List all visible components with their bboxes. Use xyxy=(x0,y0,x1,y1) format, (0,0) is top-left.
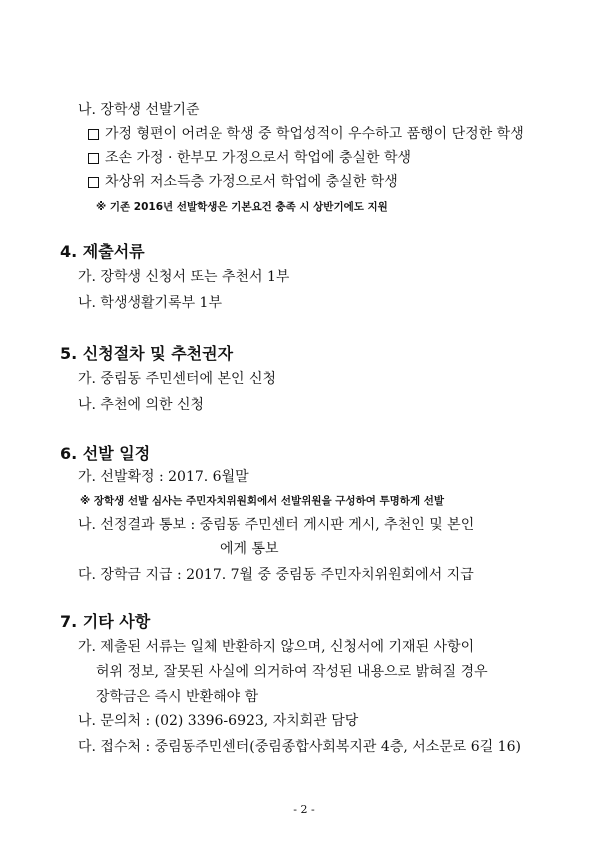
documents-item: 나. 학생생활기록부 1부 xyxy=(78,295,222,311)
misc-item-return: 가. 제출된 서류는 일체 반환하지 않으며, 신청서에 기재된 사항이 xyxy=(78,639,475,655)
schedule-item-notify-cont: 에게 통보 xyxy=(220,541,279,557)
schedule-item-confirm: 가. 선발확정 : 2017. 6월말 xyxy=(78,469,249,485)
schedule-note: ※ 장학생 선발 심사는 주민자치위원회에서 선발위원을 구성하여 투명하게 선발 xyxy=(80,495,445,507)
page-number: - 2 - xyxy=(293,803,315,816)
criteria-text: 조손 가정 · 한부모 가정으로서 학업에 충실한 학생 xyxy=(105,150,412,166)
procedure-item: 가. 중림동 주민센터에 본인 신청 xyxy=(78,371,277,387)
schedule-item-notify: 나. 선정결과 통보 : 중림동 주민센터 게시판 게시, 추천인 및 본인 xyxy=(78,517,475,533)
misc-item-return-cont: 장학금은 즉시 반환해야 함 xyxy=(96,689,259,705)
checkbox-icon xyxy=(88,177,99,188)
section-heading-documents: 4. 제출서류 xyxy=(60,242,145,261)
criteria-note: ※ 기존 2016년 선발학생은 기본요건 충족 시 상반기에도 지원 xyxy=(96,201,388,213)
section-heading-procedure: 5. 신청절차 및 추천권자 xyxy=(60,344,234,363)
misc-item-submission: 다. 접수처 : 중림동주민센터(중림종합사회복지관 4층, 서소문로 6길 16) xyxy=(78,739,521,755)
documents-item: 가. 장학생 신청서 또는 추천서 1부 xyxy=(78,269,290,285)
criteria-text: 가정 형편이 어려운 학생 중 학업성적이 우수하고 품행이 단정한 학생 xyxy=(105,126,524,142)
criteria-item xyxy=(88,173,398,191)
section-heading-schedule: 6. 선발 일정 xyxy=(60,444,151,463)
misc-item-return-cont: 허위 정보, 잘못된 사실에 의거하여 작성된 내용으로 밝혀질 경우 xyxy=(96,664,488,680)
checkbox-icon xyxy=(88,153,99,164)
criteria-item xyxy=(88,149,411,167)
section-heading-misc: 7. 기타 사항 xyxy=(60,612,151,631)
criteria-item xyxy=(88,125,524,143)
procedure-item: 나. 추천에 의한 신청 xyxy=(78,397,204,413)
misc-item-contact: 나. 문의처 : (02) 3396-6923, 자치회관 담당 xyxy=(78,713,359,729)
criteria-text: 차상위 저소득층 가정으로서 학업에 충실한 학생 xyxy=(105,174,398,190)
schedule-item-payment: 다. 장학금 지급 : 2017. 7월 중 중림동 주민자치위원회에서 지급 xyxy=(78,567,474,583)
selection-criteria-title: 나. 장학생 선발기준 xyxy=(78,102,200,118)
checkbox-icon xyxy=(88,129,99,140)
